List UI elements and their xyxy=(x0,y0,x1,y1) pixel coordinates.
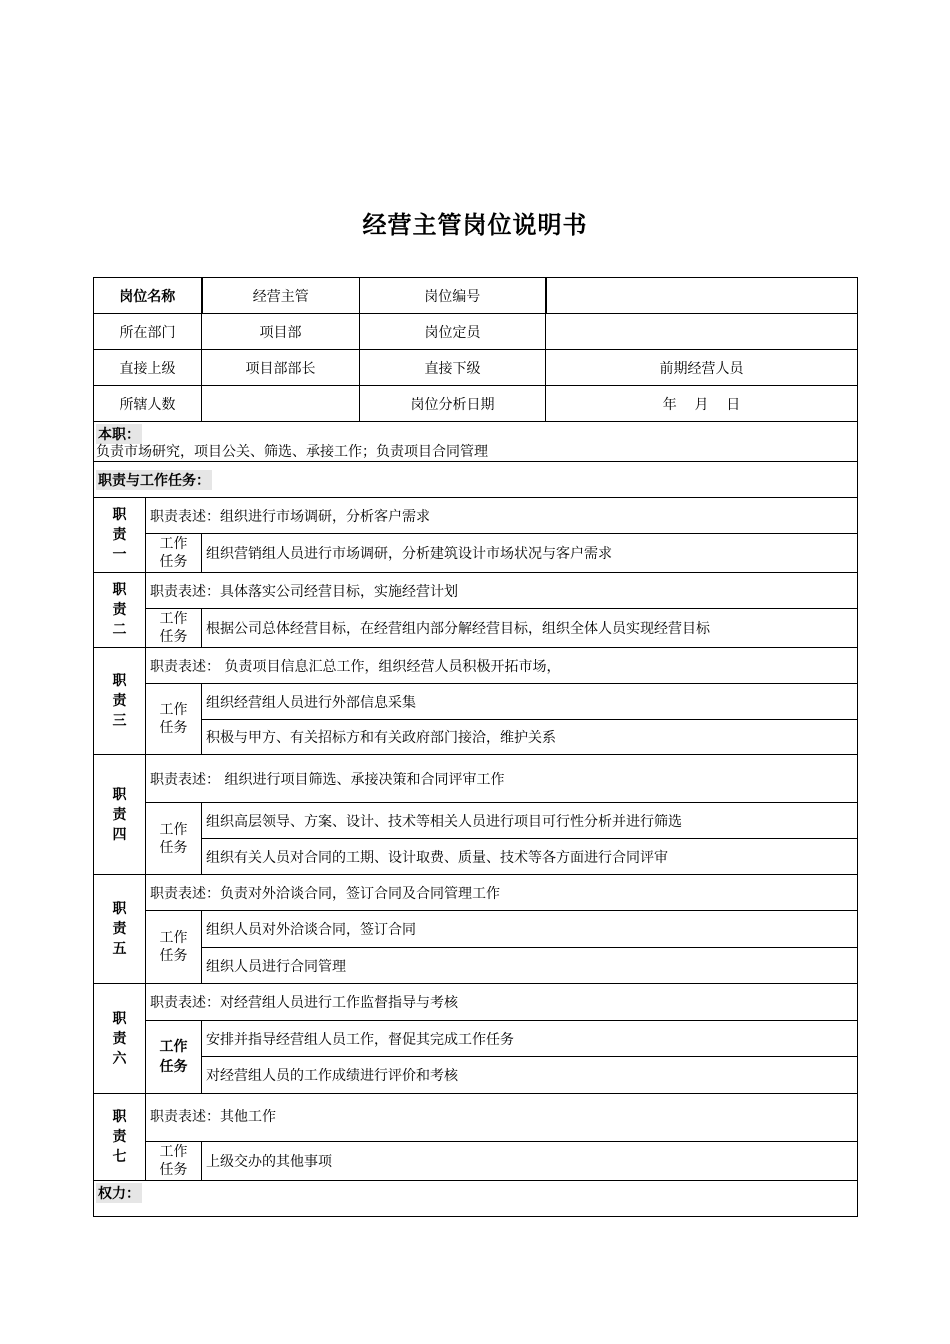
job-description-table xyxy=(93,277,858,1217)
responsibility-5-task-label: 工作 任务 xyxy=(146,911,202,984)
responsibility-7-desc: 职责表述：其他工作 xyxy=(146,1094,858,1142)
power-label: 权力： xyxy=(96,1183,142,1203)
responsibility-3-task-2: 积极与甲方、有关招标方和有关政府部门接洽，维护关系 xyxy=(202,720,858,755)
responsibility-2-label: 职 责 二 xyxy=(94,573,146,648)
responsibility-7-label: 职 责 七 xyxy=(94,1094,146,1181)
responsibility-3-desc-row xyxy=(94,648,858,684)
responsibility-1-task-1: 组织营销组人员进行市场调研，分析建筑设计市场状况与客户需求 xyxy=(202,534,858,573)
department-label: 所在部门 xyxy=(94,314,202,350)
responsibility-3-task-1: 组织经营组人员进行外部信息采集 xyxy=(202,684,858,720)
responsibility-4-task-2: 组织有关人员对合同的工期、设计取费、质量、技术等各方面进行合同评审 xyxy=(202,839,858,875)
responsibility-6-label: 职 责 六 xyxy=(94,984,146,1094)
page-title: 经营主管岗位说明书 xyxy=(362,211,588,239)
position-no-value xyxy=(546,278,858,314)
responsibility-5-label: 职 责 五 xyxy=(94,875,146,984)
responsibility-6-task-1: 安排并指导经营组人员工作，督促其完成工作任务 xyxy=(202,1021,858,1057)
responsibility-3-label: 职 责 三 xyxy=(94,648,146,755)
responsibility-2-task-row xyxy=(94,609,858,648)
position-no-label: 岗位编号 xyxy=(360,278,546,314)
row-headcount xyxy=(94,386,858,422)
responsibility-4-task-label: 工作 任务 xyxy=(146,803,202,875)
row-position-name xyxy=(94,278,858,314)
responsibility-6-task-2: 对经营组人员的工作成绩进行评价和考核 xyxy=(202,1057,858,1094)
responsibility-3-desc: 职责表述： 负责项目信息汇总工作，组织经营人员积极开拓市场， xyxy=(146,648,858,684)
position-name-value: 经营主管 xyxy=(202,278,360,314)
responsibility-6-task-row-2 xyxy=(94,1057,858,1094)
responsibilities-label: 职责与工作任务： xyxy=(96,470,212,490)
responsibility-5-desc-row xyxy=(94,875,858,911)
responsibility-4-desc: 职责表述： 组织进行项目筛选、承接决策和合同评审工作 xyxy=(146,755,858,803)
responsibility-2-desc: 职责表述：具体落实公司经营目标，实施经营计划 xyxy=(146,573,858,609)
superior-value: 项目部部长 xyxy=(202,350,360,386)
responsibility-5-task-2: 组织人员进行合同管理 xyxy=(202,948,858,984)
subordinate-label: 直接下级 xyxy=(360,350,546,386)
responsibility-2-task-1: 根据公司总体经营目标，在经营组内部分解经营目标，组织全体人员实现经营目标 xyxy=(202,609,858,648)
responsibility-6-desc: 职责表述：对经营组人员进行工作监督指导与考核 xyxy=(146,984,858,1021)
row-department xyxy=(94,314,858,350)
superior-label: 直接上级 xyxy=(94,350,202,386)
responsibility-4-task-row-1 xyxy=(94,803,858,839)
responsibility-4-label: 职 责 四 xyxy=(94,755,146,875)
row-duty xyxy=(94,422,858,462)
responsibility-5-desc: 职责表述：负责对外洽谈合同，签订合同及合同管理工作 xyxy=(146,875,858,911)
row-power xyxy=(94,1181,858,1217)
headcount-value xyxy=(202,386,360,422)
responsibility-4-desc-row xyxy=(94,755,858,803)
responsibility-1-desc: 职责表述：组织进行市场调研，分析客户需求 xyxy=(146,498,858,534)
analysis-date-label: 岗位分析日期 xyxy=(360,386,546,422)
responsibility-4-task-1: 组织高层领导、方案、设计、技术等相关人员进行项目可行性分析并进行筛选 xyxy=(202,803,858,839)
responsibility-1-task-label: 工作 任务 xyxy=(146,534,202,573)
responsibility-6-task-label: 工作 任务 xyxy=(146,1021,202,1094)
responsibility-4-task-row-2 xyxy=(94,839,858,875)
responsibility-7-task-row xyxy=(94,1142,858,1181)
responsibility-2-desc-row xyxy=(94,573,858,609)
row-superior xyxy=(94,350,858,386)
quota-label: 岗位定员 xyxy=(360,314,546,350)
subordinate-value: 前期经营人员 xyxy=(546,350,858,386)
analysis-date-value: 年 月 日 xyxy=(546,386,858,422)
responsibility-7-desc-row xyxy=(94,1094,858,1142)
responsibility-1-task-row xyxy=(94,534,858,573)
responsibility-7-task-1: 上级交办的其他事项 xyxy=(202,1142,858,1181)
row-responsibilities-header xyxy=(94,462,858,498)
responsibility-3-task-row-2 xyxy=(94,720,858,755)
quota-value xyxy=(546,314,858,350)
headcount-label: 所辖人数 xyxy=(94,386,202,422)
responsibility-5-task-row-1 xyxy=(94,911,858,948)
responsibility-5-task-row-2 xyxy=(94,948,858,984)
responsibility-2-task-label: 工作 任务 xyxy=(146,609,202,648)
responsibility-1-label: 职 责 一 xyxy=(94,498,146,573)
responsibility-3-task-row-1 xyxy=(94,684,858,720)
responsibility-3-task-label: 工作 任务 xyxy=(146,684,202,755)
responsibility-6-task-row-1 xyxy=(94,1021,858,1057)
responsibility-6-desc-row xyxy=(94,984,858,1021)
responsibility-7-task-label: 工作 任务 xyxy=(146,1142,202,1181)
duty-text: 负责市场研究，项目公关、筛选、承接工作；负责项目合同管理 xyxy=(96,444,488,460)
duty-label: 本职： xyxy=(96,424,142,444)
responsibility-1-desc-row xyxy=(94,498,858,534)
department-value: 项目部 xyxy=(202,314,360,350)
position-name-label: 岗位名称 xyxy=(94,278,202,314)
responsibility-5-task-1: 组织人员对外洽谈合同，签订合同 xyxy=(202,911,858,948)
